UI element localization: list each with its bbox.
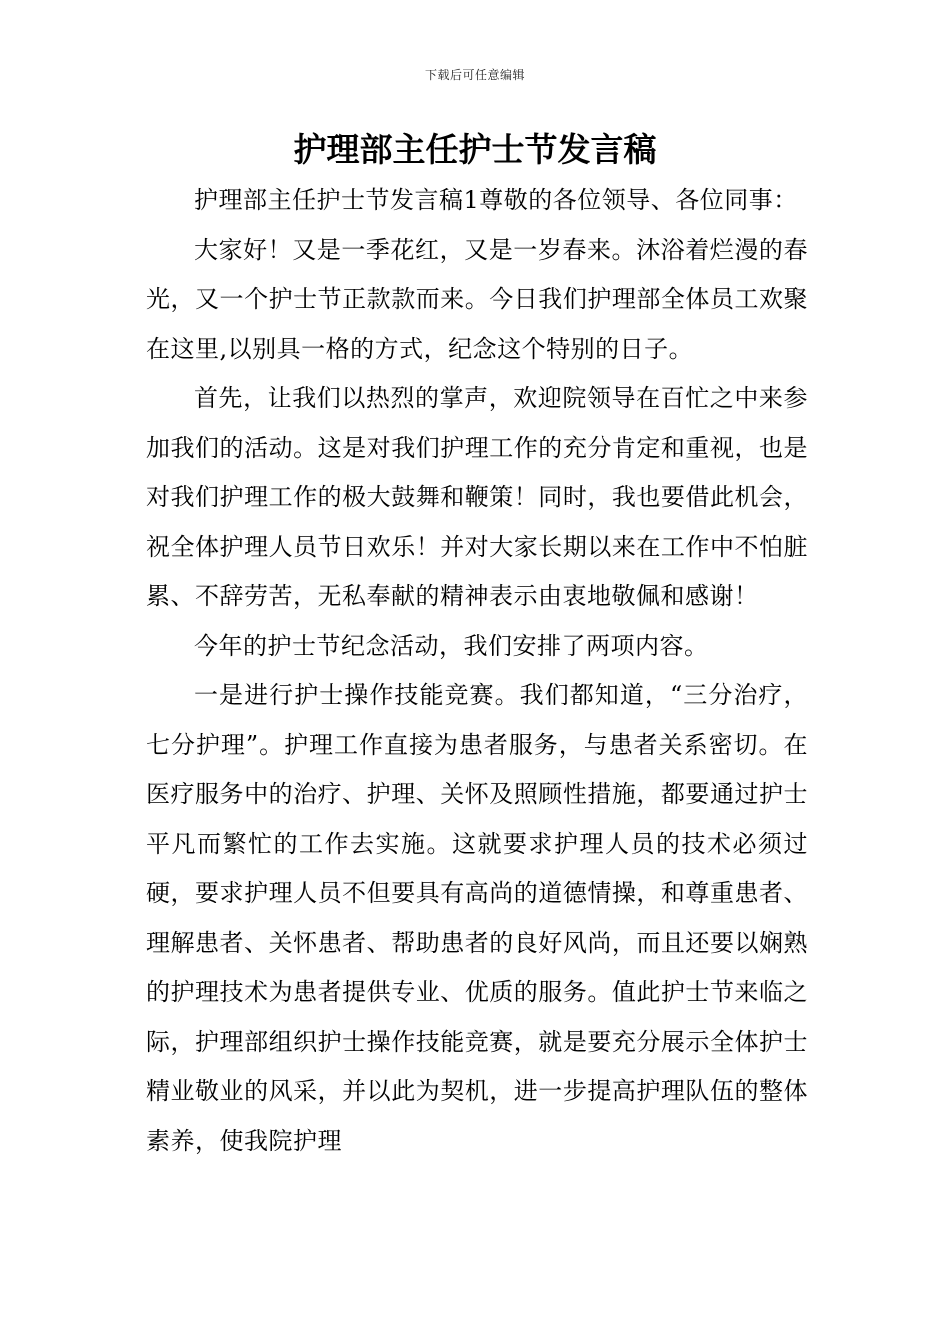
paragraph-greeting: 大家好！又是一季花红，又是一岁春来。沐浴着烂漫的春光，又一个护士节正款款而来。今日我们护理部全体员工欢聚在这里,以别具一格的方式，纪念这个特别的日子。 [146,235,808,363]
paragraph-activities: 今年的护士节纪念活动，我们安排了两项内容。 [194,631,709,660]
paragraph-welcome: 首先，让我们以热烈的掌声，欢迎院领导在百忙之中来参加我们的活动。这是对我们护理工作的充分肯定和重视，也是对我们护理工作的极大鼓舞和鞭策！同时，我也要借此机会，祝全体护理人员节日欢乐！并对大家长期以来在工作中不怕脏累、不辞劳苦，无私奉献的精神表示由衷地敬佩和感谢！ [146,384,808,610]
header-note: 下载后可任意编辑 [424,68,525,82]
paragraph-skill-contest: 一是进行护士操作技能竞赛。我们都知道，“三分治疗，七分护理”。护理工作直接为患者服务，与患者关系密切。在医疗服务中的治疗、护理、关怀及照顾性措施，都要通过护士平凡而繁忙的工作去实施。这就要求护理人员的技术必须过硬，要求护理人员不但要具有高尚的道德情操，和尊重患者、理解患者、关怀患者、帮助患者的良好风尚，而且还要以娴熟的护理技术为患者提供专业、优质的服务。值此护士节来临之际，护理部组织护士操作技能竞赛，就是要充分展示全体护士精业敬业的风采，并以此为契机，进一步提高护理队伍的整体素养，使我院护理 [146,681,808,1155]
paragraph-salutation: 护理部主任护士节发言稿1尊敬的各位领导、各位同事： [194,186,798,214]
document-body [146,176,808,1166]
document-title: 护理部主任护士节发言稿 [293,130,657,169]
